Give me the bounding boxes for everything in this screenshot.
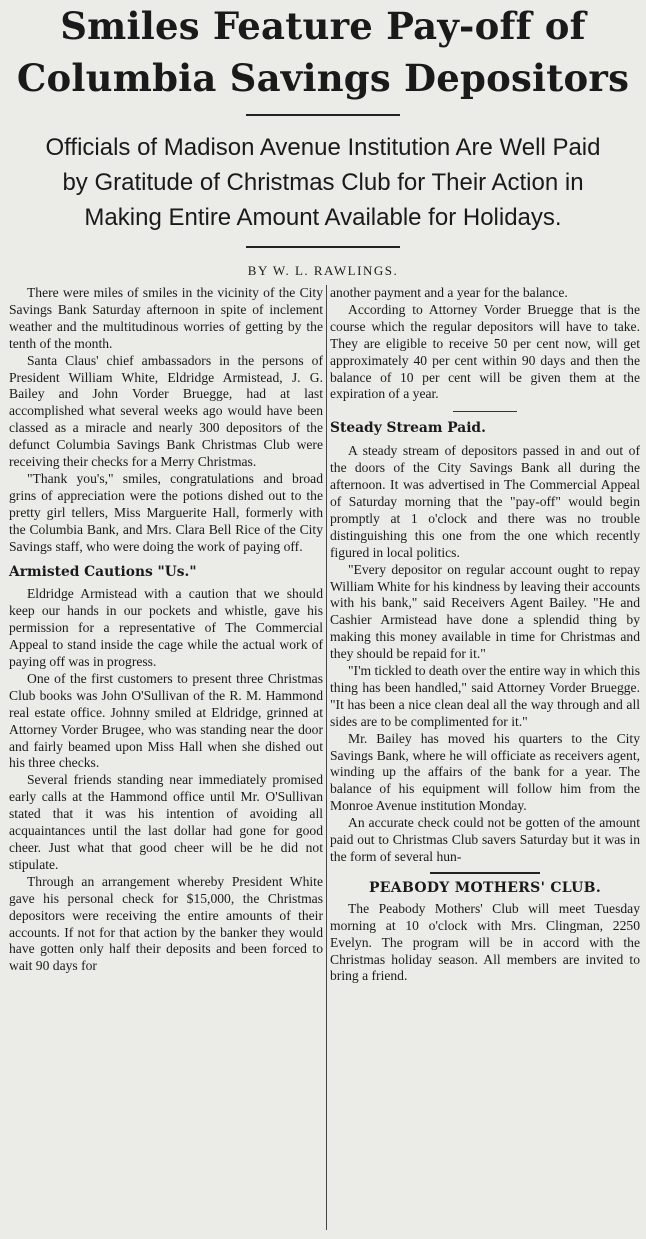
- right-section-rule: [453, 411, 517, 412]
- subheadline-line-1: Officials of Madison Avenue Institution Are Well Paid: [45, 134, 601, 161]
- right-paragraph: An accurate check could not be gotten of the amount paid out to Christmas Club savers Saturday but it was in the form of several hun-: [330, 815, 640, 864]
- subheadline-line-3: Making Entire Amount Available for Holidays.: [84, 204, 562, 231]
- left-column: [9, 285, 323, 975]
- subheadline-rule: [246, 246, 400, 248]
- headline-line-2: Columbia Savings Depositors: [16, 56, 630, 100]
- right-column-body: [330, 285, 640, 866]
- left-paragraph: Eldridge Armistead with a caution that we should keep our hands in our pockets and whistle, gave his permission for a representative of The Commercial Appeal to stand inside the cage while the actual work of paying off was in progress.: [9, 586, 323, 670]
- right-paragraph: another payment and a year for the balance.: [330, 285, 568, 300]
- right-paragraph: A steady stream of depositors passed in and out of the doors of the City Savings Bank all during the afternoon. It was advertised in The Commercial Appeal of Saturday morning that the "pay-off" would begin promptly at 1 o'clock and there was no trouble distinguishing this one from the one which recently figured in local politics.: [330, 443, 640, 560]
- left-paragraph: Through an arrangement whereby President White gave his personal check for $15,000, the Christmas depositors were receiving the entire amounts of their accounts. If not for that action by the banker they would have gotten only half their deposits and been forced to wait 90 days for: [9, 873, 323, 974]
- right-column: [330, 285, 640, 985]
- left-section-heading: Armisted Cautions "Us.": [9, 563, 197, 580]
- right-section-heading: Steady Stream Paid.: [330, 420, 486, 437]
- left-paragraph: Several friends standing near immediately promised early calls at the Hammond office until Mr. O'Sullivan stated that it was his intention of avoiding all acquaintances until the last dollar had gone for good cheer. Just what that good cheer will be he did not stipulate.: [9, 772, 323, 872]
- left-paragraph: "Thank you's," smiles, congratulations and broad grins of appreciation were the potions dished out to the pretty girl tellers, Miss Marguerite Hall, formerly with the Columbia Bank, and Mrs. Clara Bell Rice of the City Savings staff, who were doing the work of paying off.: [9, 470, 323, 554]
- club-separator: [330, 872, 640, 874]
- subheadline-line-2: by Gratitude of Christmas Club for Their Action in: [62, 169, 584, 196]
- headline-line-1: Smiles Feature Pay-off of: [60, 4, 586, 48]
- headline-rule: [246, 114, 400, 116]
- byline: BY W. L. RAWLINGS.: [247, 263, 399, 278]
- club-heading: PEABODY MOTHERS' CLUB.: [368, 879, 601, 896]
- column-divider: [326, 285, 327, 1230]
- left-paragraph: One of the first customers to present three Christmas Club books was John O'Sullivan of the R. M. Hammond real estate office. Johnny smiled at Eldridge, grinned at Attorney Vorder Brugee, who was standing near the door and fairly beamed upon Miss Hall when she dished out his three checks.: [9, 670, 323, 771]
- right-paragraph: "Every depositor on regular account ought to repay William White for his kindness by leaving their accounts with his bank," said Receivers Agent Bailey. "He and Cashier Armistead have done a splendid thing by making this money available in time for Christmas and they should be repaid for it.": [330, 561, 640, 662]
- club-text: The Peabody Mothers' Club will meet Tuesday morning at 10 o'clock with Mrs. Clingman, 2250 Evelyn. The program will be in accord with the Christmas holiday season. All members are invited to bring a friend.: [330, 900, 640, 984]
- left-paragraph: Santa Claus' chief ambassadors in the persons of President William White, Eldridge Armistead, J. G. Bailey and John Vorder Bruegge, had at last accomplished what several weeks ago would have been classed as a miracle and nearly 300 depositors of the defunct Columbia Savings Bank Christmas Club were receiving their checks for a Merry Christmas.: [9, 352, 323, 470]
- right-paragraph: "I'm tickled to death over the entire way in which this thing has been handled," said Attorney Vorder Bruegge. "It has been a nice clean deal all the way through and all sides are to be complimented for it.": [330, 663, 640, 729]
- right-paragraph: According to Attorney Vorder Bruegge that is the course which the regular depositors will have to take. They are eligible to receive 50 per cent now, will get approximately 40 per cent within 90 days and then the balance of 10 per cent will be given them at the expiration of a year.: [330, 301, 640, 402]
- subheadline: [6, 130, 640, 235]
- left-paragraph: There were miles of smiles in the vicinity of the City Savings Bank Saturday afternoon in spite of inclement weather and the multitudinous worries of getting by the tenth of the month.: [9, 285, 323, 351]
- right-paragraph: Mr. Bailey has moved his quarters to the City Savings Bank, where he will officiate as receivers agent, winding up the affairs of the bank for a year. The balance of his equipment will follow him from the Monroe Avenue institution Monday.: [330, 730, 640, 814]
